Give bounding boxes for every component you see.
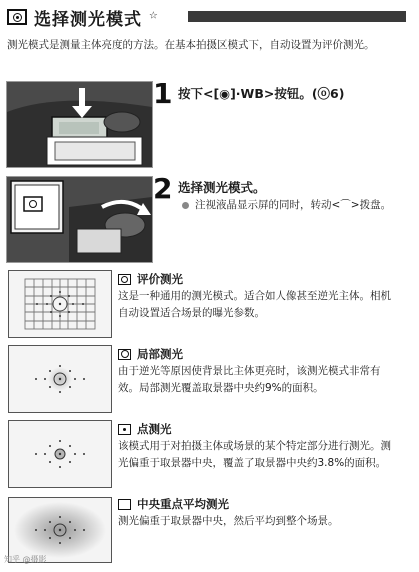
center-weighted-metering-desc: 测光偏重于取景器中央，然后平均到整个场景。 bbox=[118, 515, 339, 527]
step-2-bullet bbox=[182, 197, 402, 214]
spot-viewfinder-diagram bbox=[8, 420, 112, 488]
partial-metering-title bbox=[118, 346, 183, 362]
step-1-title: 按下<[◉]·WB>按钮。(ⓞ6) bbox=[178, 86, 345, 101]
camera-top-photo bbox=[6, 81, 153, 168]
step-number-2: 2 bbox=[153, 172, 173, 205]
camera-dial-photo bbox=[6, 176, 153, 263]
center-weighted-metering-icon bbox=[118, 499, 131, 510]
intro-text: 测光模式是测量主体亮度的方法。在基本拍摄区模式下，自动设置为评价测光。 bbox=[7, 39, 375, 51]
watermark: 知乎 @摄影 bbox=[4, 555, 47, 564]
metering-icon bbox=[7, 9, 27, 25]
evaluative-metering-name: 评价测光 bbox=[137, 272, 183, 286]
spot-metering-icon bbox=[118, 424, 131, 435]
evaluative-viewfinder-diagram bbox=[8, 270, 112, 338]
partial-metering-desc: 由于逆光等原因使背景比主体更亮时，该测光模式非常有效。局部测光覆盖取景器中央约9%的面积。 bbox=[118, 365, 381, 394]
center-weighted-metering-name: 中央重点平均测光 bbox=[137, 497, 229, 511]
title-bar-decoration bbox=[188, 11, 406, 22]
partial-viewfinder-diagram bbox=[8, 345, 112, 413]
partial-metering-name: 局部测光 bbox=[137, 347, 183, 361]
spot-metering-desc: 该模式用于对拍摄主体或场景的某个特定部分进行测光。测光偏重于取景器中央，覆盖了取景器中央约3.8%的面积。 bbox=[118, 440, 391, 469]
evaluative-metering-title bbox=[118, 271, 183, 287]
partial-metering-icon bbox=[118, 349, 131, 360]
evaluative-metering-icon bbox=[118, 274, 131, 285]
step-number-1: 1 bbox=[153, 77, 173, 110]
page-title: 选择测光模式 ☆ bbox=[34, 10, 159, 30]
bullet-dot bbox=[182, 202, 189, 209]
step-2-title: 选择测光模式。 bbox=[178, 180, 266, 195]
evaluative-metering-desc: 这是一种通用的测光模式。适合如人像甚至逆光主体。相机自动设置适合场景的曝光参数。 bbox=[118, 290, 391, 319]
center-weighted-metering-title bbox=[118, 496, 229, 512]
spot-metering-title bbox=[118, 421, 172, 437]
spot-metering-name: 点测光 bbox=[137, 422, 172, 436]
step-2-bullet-text: 注视液晶显示屏的同时，转动<⌒>拨盘。 bbox=[195, 199, 392, 211]
